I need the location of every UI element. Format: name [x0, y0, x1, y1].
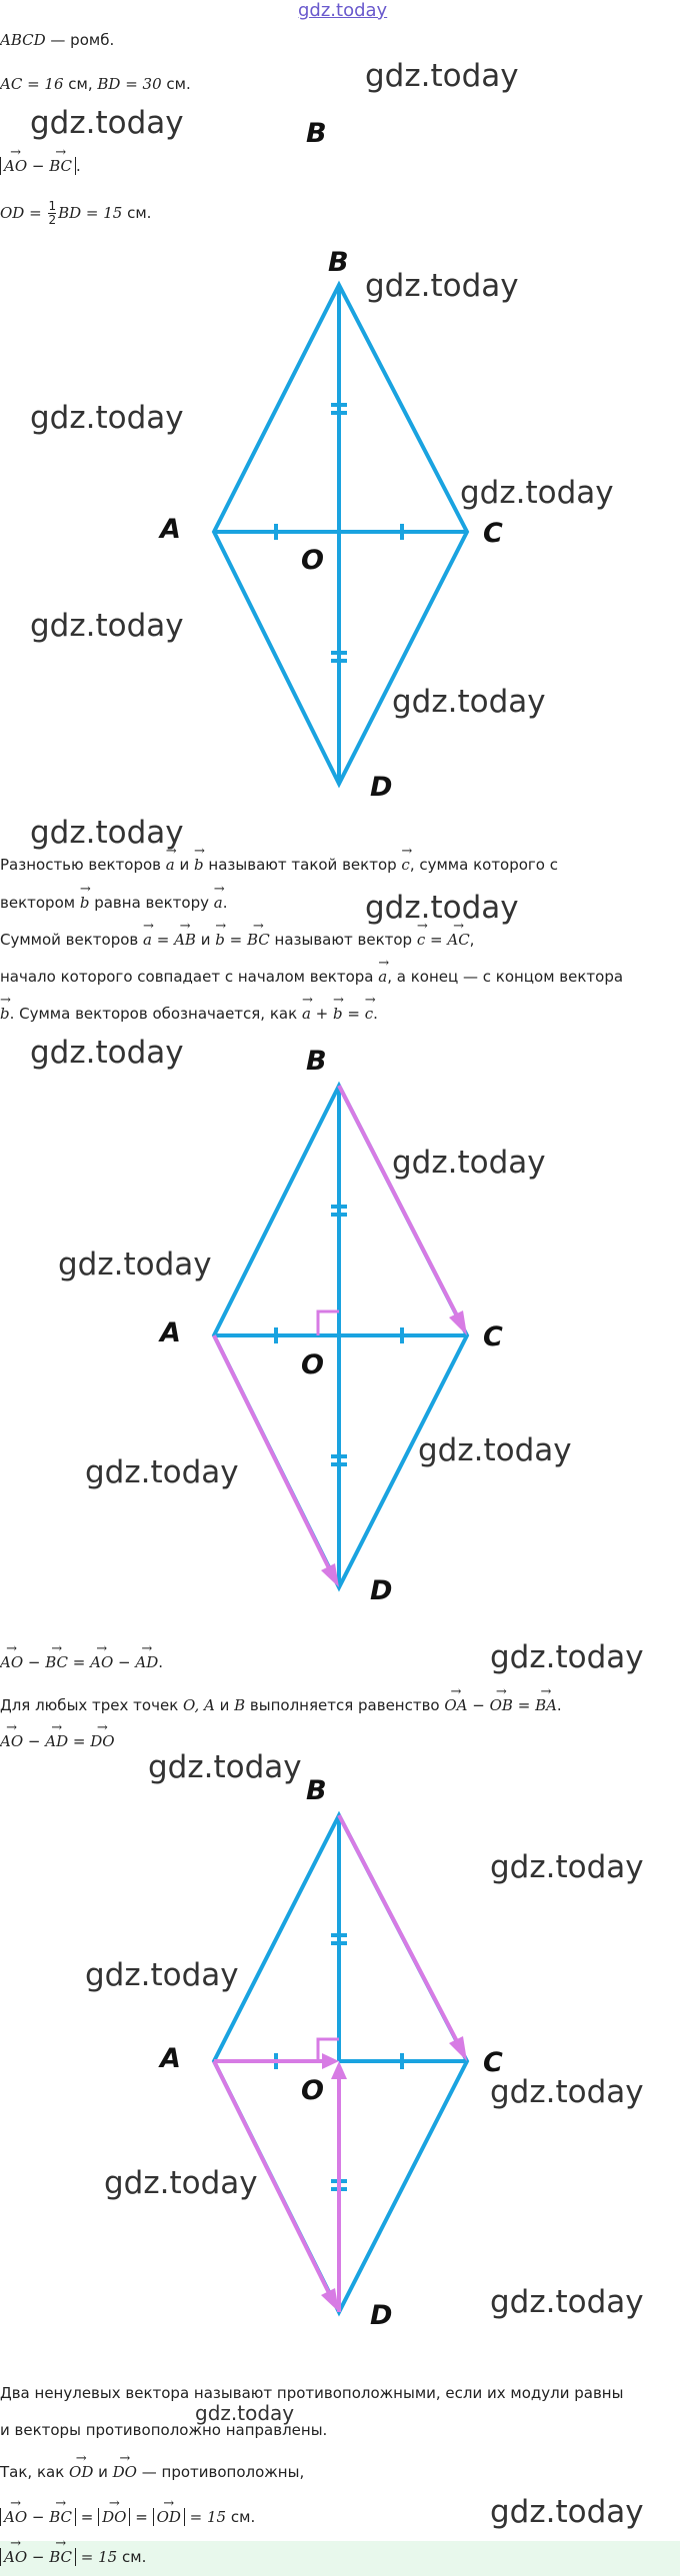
- point-label-b-top: B: [306, 118, 327, 149]
- watermark: gdz.today: [392, 1145, 546, 1181]
- point-label-b-2: B: [306, 1046, 327, 1077]
- watermark: gdz.today: [365, 58, 519, 94]
- watermark: gdz.today: [30, 608, 184, 644]
- watermark: gdz.today: [30, 815, 184, 851]
- watermark: gdz.today: [30, 400, 184, 436]
- equation-line-2: Для любых трех точек O, A и B выполняется равенство → OA − → OB = → BA.: [0, 1695, 562, 1715]
- definition-difference-2: вектором → b равна вектору → a.: [0, 893, 227, 913]
- result-equation: → AO − → BC = → DO = → OD = 15 см.: [0, 2507, 255, 2527]
- vector-bc-3: [339, 1815, 460, 2047]
- watermark: gdz.today: [195, 2401, 295, 2425]
- point-label-d: D: [370, 772, 393, 803]
- equation-line-3: → AO − → AD = → DO: [0, 1731, 115, 1751]
- watermark: gdz.today: [490, 2494, 644, 2530]
- definition-difference-1: Разностью векторов → a и → b называют такой вектор → c, сумма которого с: [0, 855, 558, 875]
- given-line-2: AC = 16 см, BD = 30 см.: [0, 75, 191, 93]
- definition-sum-3: → b. Сумма векторов обозначается, как → a + → b = → c.: [0, 1004, 378, 1024]
- point-label-o-2: O: [301, 1349, 324, 1380]
- watermark: gdz.today: [85, 1957, 239, 1993]
- watermark: gdz.today: [392, 684, 546, 720]
- point-label-b-3: B: [306, 1775, 327, 1806]
- definition-sum-2: начало которого совпадает с началом вектора → a, а конец — с концом вектора: [0, 967, 623, 987]
- watermark: gdz.today: [490, 1849, 644, 1885]
- point-label-d-3: D: [370, 2300, 393, 2331]
- opposite-vectors-line: Так, как → OD и → DO — противоположны,: [0, 2462, 304, 2482]
- given-line-3: → AO − → BC .: [0, 156, 81, 176]
- watermark: gdz.today: [58, 1247, 212, 1283]
- answer-line: → AO − → BC = 15 см.: [0, 2547, 146, 2567]
- watermark: gdz.today: [418, 1432, 572, 1468]
- point-label-c-2: C: [483, 1321, 503, 1352]
- watermark: gdz.today: [490, 2074, 644, 2110]
- watermark: gdz.today: [30, 105, 184, 141]
- watermark: gdz.today: [30, 1035, 184, 1071]
- watermark: gdz.today: [365, 890, 519, 926]
- point-label-o-3: O: [301, 2075, 324, 2106]
- watermark-top[interactable]: gdz.today: [298, 0, 388, 21]
- watermark: gdz.today: [148, 1749, 302, 1785]
- watermark: gdz.today: [490, 2284, 644, 2320]
- watermark: gdz.today: [365, 268, 519, 304]
- point-label-o: O: [301, 545, 324, 576]
- equation-line-1: → AO − → BC = → AO − → AD.: [0, 1652, 163, 1672]
- watermark: gdz.today: [490, 1639, 644, 1675]
- point-label-a: A: [160, 514, 181, 545]
- watermark: gdz.today: [460, 475, 614, 511]
- watermark: gdz.today: [85, 1454, 239, 1490]
- point-label-a-3: A: [160, 2043, 181, 2074]
- definition-sum-1: Суммой векторов → a = → AB и → b = → BC называют вектор → c = → AC,: [0, 930, 474, 950]
- definition-opposite-1: Два ненулевых вектора называют противоположными, если их модули равны: [0, 2384, 624, 2402]
- point-label-a-2: A: [160, 1317, 181, 1348]
- point-label-b: B: [328, 247, 349, 278]
- given-line-1: ABCD — ромб.: [0, 31, 115, 49]
- point-label-d-2: D: [370, 1575, 393, 1606]
- point-label-c: C: [483, 518, 503, 549]
- definition-opposite-2: и векторы противоположно направлены.: [0, 2421, 328, 2439]
- watermark: gdz.today: [104, 2165, 258, 2201]
- rhombus-name: ABCD: [0, 31, 46, 49]
- given-line-4: OD = $\frac{1}{2}$ BD = 15 см.: [0, 199, 152, 227]
- point-label-c-3: C: [483, 2047, 503, 2078]
